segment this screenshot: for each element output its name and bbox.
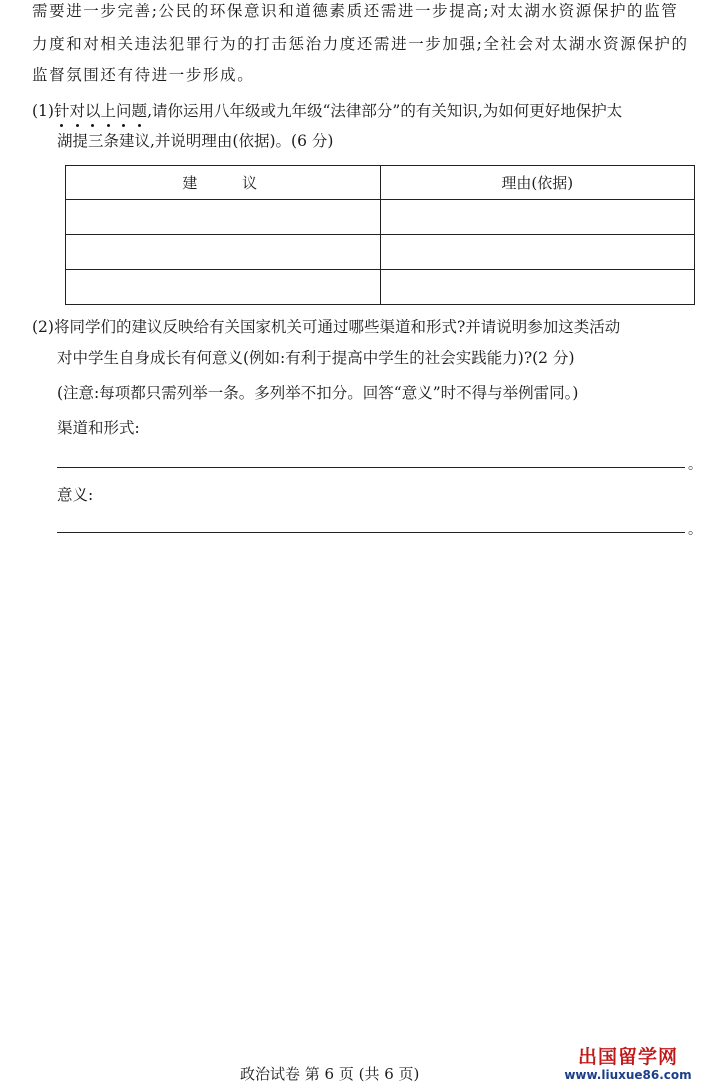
emphasis-char: 对 bbox=[69, 102, 85, 120]
question-1-line-1 bbox=[32, 100, 622, 122]
channels-answer-line[interactable] bbox=[57, 467, 685, 468]
emphasis-char: 针 bbox=[53, 102, 70, 120]
watermark-url: www.liuxue86.com bbox=[564, 1068, 692, 1082]
answer-cell-reason-3[interactable] bbox=[380, 270, 695, 305]
emphasis-char: 问 bbox=[116, 102, 132, 120]
question-1-number: (1) bbox=[32, 102, 54, 120]
question-1-line-2: 湖提三条建议,并说明理由(依据)。(6 分) bbox=[57, 132, 334, 150]
emphasis-char: 题 bbox=[131, 102, 148, 120]
header-reason: 理由(依据) bbox=[380, 166, 695, 200]
channels-end-mark: 。 bbox=[688, 457, 702, 473]
intro-line-1: 需要进一步完善;公民的环保意识和道德素质还需进一步提高;对太湖水资源保护的监管 bbox=[32, 2, 679, 20]
answer-cell-reason-1[interactable] bbox=[380, 200, 695, 235]
meaning-end-mark: 。 bbox=[688, 522, 702, 538]
question-2-line-2: 对中学生自身成长有何意义(例如:有利于提高中学生的社会实践能力)?(2 分) bbox=[57, 349, 575, 367]
emphasis-char: 以 bbox=[85, 102, 101, 120]
question-2-line-1: (2)将同学们的建议反映给有关国家机关可通过哪些渠道和形式?并请说明参加这类活动 bbox=[32, 318, 621, 336]
site-watermark bbox=[553, 1046, 703, 1083]
table-row bbox=[66, 200, 695, 235]
channels-label: 渠道和形式: bbox=[57, 419, 140, 437]
answer-cell-suggestion-1[interactable] bbox=[66, 200, 381, 235]
table-header-row bbox=[66, 166, 695, 200]
answer-cell-reason-2[interactable] bbox=[380, 235, 695, 270]
page-footer: 政治试卷 第 6 页 (共 6 页) bbox=[240, 1065, 420, 1083]
question-1-text: ,请你运用八年级或九年级“法律部分”的有关知识,为如何更好地保护太 bbox=[147, 102, 623, 120]
answer-cell-suggestion-2[interactable] bbox=[66, 235, 381, 270]
table-row bbox=[66, 235, 695, 270]
intro-line-2: 力度和对相关违法犯罪行为的打击惩治力度还需进一步加强;全社会对太湖水资源保护的 bbox=[32, 35, 689, 53]
meaning-answer-line[interactable] bbox=[57, 532, 685, 533]
intro-line-3: 监督氛围还有待进一步形成。 bbox=[32, 66, 255, 84]
meaning-label: 意义: bbox=[57, 486, 94, 504]
header-suggestion: 建 议 bbox=[66, 166, 381, 200]
table-row bbox=[66, 270, 695, 305]
question-2-note: (注意:每项都只需列举一条。多列举不扣分。回答“意义”时不得与举例雷同。) bbox=[57, 384, 579, 402]
answer-table bbox=[65, 165, 695, 305]
question-1-emphasis bbox=[54, 102, 147, 120]
emphasis-char: 上 bbox=[100, 102, 117, 120]
watermark-name: 出国留学网 bbox=[577, 1046, 678, 1068]
answer-cell-suggestion-3[interactable] bbox=[66, 270, 381, 305]
